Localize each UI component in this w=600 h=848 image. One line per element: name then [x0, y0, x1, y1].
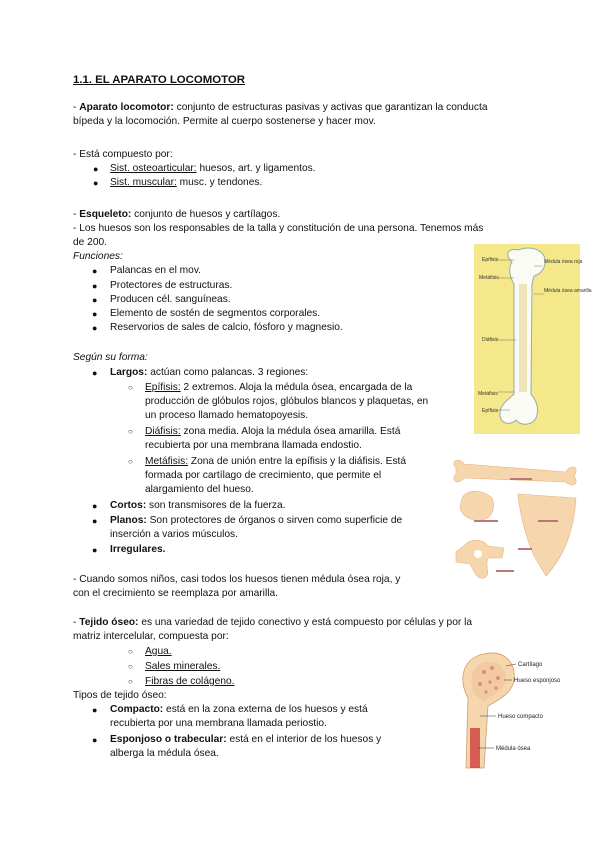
bullet: ● [93, 178, 99, 188]
locomotor-definition [73, 101, 488, 115]
matrix-item [145, 660, 220, 674]
item-text: actúan como palancas. 3 regiones: [147, 367, 309, 378]
bullet: ● [92, 281, 98, 291]
term-esponjoso: Esponjoso o trabecular: [110, 734, 227, 745]
circle-bullet: ○ [128, 427, 133, 436]
function-item: Protectores de estructuras. [110, 280, 233, 291]
region-metafisis [145, 455, 406, 469]
item-text: musc. y tendones. [176, 177, 263, 188]
medullary-cavity [519, 284, 527, 392]
composed-item [110, 176, 262, 190]
bullet: ● [92, 309, 98, 319]
function-item: Elemento de sostén de segmentos corporales. [110, 308, 321, 319]
femur-label: Diáfisis [482, 337, 499, 343]
tissue-label: Hueso esponjoso [514, 678, 561, 684]
femur-label: Epífisis [482, 408, 499, 414]
circle-bullet: ○ [128, 383, 133, 392]
tissue-definition [73, 616, 472, 630]
page-title: 1.1. EL APARATO LOCOMOTOR [73, 74, 245, 86]
definition-text: conjunto de huesos y cartílagos. [131, 209, 281, 220]
bullet: ● [92, 266, 98, 276]
irregulares-item [110, 543, 166, 557]
functions-heading-text: Funciones: [73, 251, 123, 262]
circle-bullet: ○ [128, 677, 133, 686]
tissue-line2: matriz intercelular, compuesta por: [73, 631, 229, 642]
long-bone-shape [454, 460, 576, 485]
shape-heading-text: Según su forma: [73, 352, 148, 363]
bullet: ● [93, 164, 99, 174]
tissue-label: Cartílago [518, 662, 543, 668]
dash: - [73, 617, 80, 628]
function-item: Reservorios de sales de calcio, fósforo y magnesio. [110, 322, 343, 333]
term-compacto: Compacto: [110, 704, 164, 715]
composed-item [110, 162, 316, 176]
femur-label: Epífisis [482, 257, 499, 263]
bullet: ● [92, 516, 98, 526]
compacto-line2: recubierta por una membrana llamada periostio. [110, 718, 327, 729]
femur-label: Metáfisis [478, 391, 498, 397]
item-text: Son protectores de órganos o sirven como superficie de [146, 515, 403, 526]
matrix-item-text: Fibras de colágeno. [145, 676, 235, 687]
bullet: ● [92, 323, 98, 333]
circle-bullet: ○ [128, 662, 133, 671]
matrix-item-text: Sales minerales. [145, 661, 221, 672]
cortos-item [110, 499, 286, 513]
femur-label: Metáfisis [479, 275, 499, 281]
largos-item [110, 366, 308, 380]
dash: - [73, 102, 80, 113]
region-line: alargamiento del hueso. [145, 484, 254, 495]
skeleton-line2: - Los huesos son los responsables de la talla y constitución de una persona. Tenemos más [73, 223, 484, 234]
bone-tissue-figure [440, 650, 580, 770]
flat-bone-shape [518, 494, 576, 576]
esponjoso-item [110, 733, 381, 747]
compacto-item [110, 703, 368, 717]
region-diafisis [145, 425, 400, 439]
term: Sist. muscular: [110, 177, 177, 188]
tissue-label: Hueso compacto [498, 714, 544, 720]
planos-line2: inserción a varios músculos. [110, 529, 238, 540]
term-aparato-locomotor: Aparato locomotor: [79, 102, 174, 113]
matrix-item-text: Agua. [145, 646, 172, 657]
term: Diáfisis: [145, 426, 181, 437]
skeleton-line3: de 200. [73, 237, 107, 248]
vertebral-foramen [474, 550, 482, 558]
planos-item [110, 514, 402, 528]
term-tejido-oseo: Tejido óseo: [79, 617, 139, 628]
bullet: ● [92, 735, 98, 745]
region-text: Zona de unión entre la epífisis y la diáfisis. Está [188, 456, 407, 467]
short-bone-shape [460, 491, 494, 520]
skeleton-definition [73, 208, 280, 222]
femur-label: Médula ósea roja [544, 259, 583, 265]
region-line: recubierta por una membrana llamada endostio. [145, 440, 362, 451]
bullet: ● [92, 545, 98, 555]
bullet: ● [92, 501, 98, 511]
function-item: Palancas en el mov. [110, 265, 201, 276]
shape-heading [73, 351, 148, 365]
children-line2: con el crecimiento se reemplaza por amarilla. [73, 588, 278, 599]
irregular-bone-shape [456, 540, 504, 578]
term: Sist. osteoarticular: [110, 163, 197, 174]
tissue-types-heading: Tipos de tejido óseo: [73, 690, 167, 701]
region-line: formada por cartílago de crecimiento, que permite el [145, 470, 382, 481]
term-planos: Planos: [110, 515, 147, 526]
bone-shapes-figure [448, 458, 580, 588]
composed-intro: - Está compuesto por: [73, 149, 173, 160]
region-line: un proceso llamado hematopoyesis. [145, 410, 309, 421]
function-item: Producen cél. sanguíneas. [110, 294, 231, 305]
term-cortos: Cortos: [110, 500, 147, 511]
matrix-item [145, 645, 172, 659]
item-text: huesos, art. y ligamentos. [196, 163, 316, 174]
region-epifisis [145, 381, 412, 395]
term: Metáfisis: [145, 456, 189, 467]
tissue-label: Médula ósea [496, 746, 531, 752]
definition-text: es una variedad de tejido conectivo y está compuesto por células y por la [138, 617, 473, 628]
locomotor-definition-line2: bípeda y la locomoción. Permite al cuerpo sostenerse y hacer mov. [73, 116, 376, 127]
term-esqueleto: Esqueleto: [79, 209, 132, 220]
region-text: 2 extremos. Aloja la médula ósea, encargada de la [180, 382, 413, 393]
bullet: ● [92, 705, 98, 715]
children-line1: - Cuando somos niños, casi todos los huesos tienen médula ósea roja, y [73, 574, 401, 585]
bullet: ● [92, 368, 98, 378]
item-text: son transmisores de la fuerza. [146, 500, 286, 511]
definition-text: conjunto de estructuras pasivas y activas que garantizan la conducta [173, 102, 488, 113]
circle-bullet: ○ [128, 457, 133, 466]
matrix-item [145, 675, 234, 689]
item-text: está en el interior de los huesos y [226, 734, 382, 745]
term-largos: Largos: [110, 367, 148, 378]
bullet: ● [92, 295, 98, 305]
region-line: producción de glóbulos rojos, glóbulos blancos y plaquetas, en [145, 396, 429, 407]
esponjoso-line2: alberga la médula ósea. [110, 748, 219, 759]
region-text: zona media. Aloja la médula ósea amarilla. Está [180, 426, 401, 437]
femur-label: Médula ósea amarilla [544, 288, 592, 294]
term: Epífisis: [145, 382, 181, 393]
circle-bullet: ○ [128, 647, 133, 656]
long-bone-figure [474, 244, 592, 434]
item-text: está en la zona externa de los huesos y está [163, 704, 368, 715]
dash: - [73, 209, 80, 220]
functions-heading [73, 250, 123, 264]
term-irregulares: Irregulares. [110, 544, 166, 555]
